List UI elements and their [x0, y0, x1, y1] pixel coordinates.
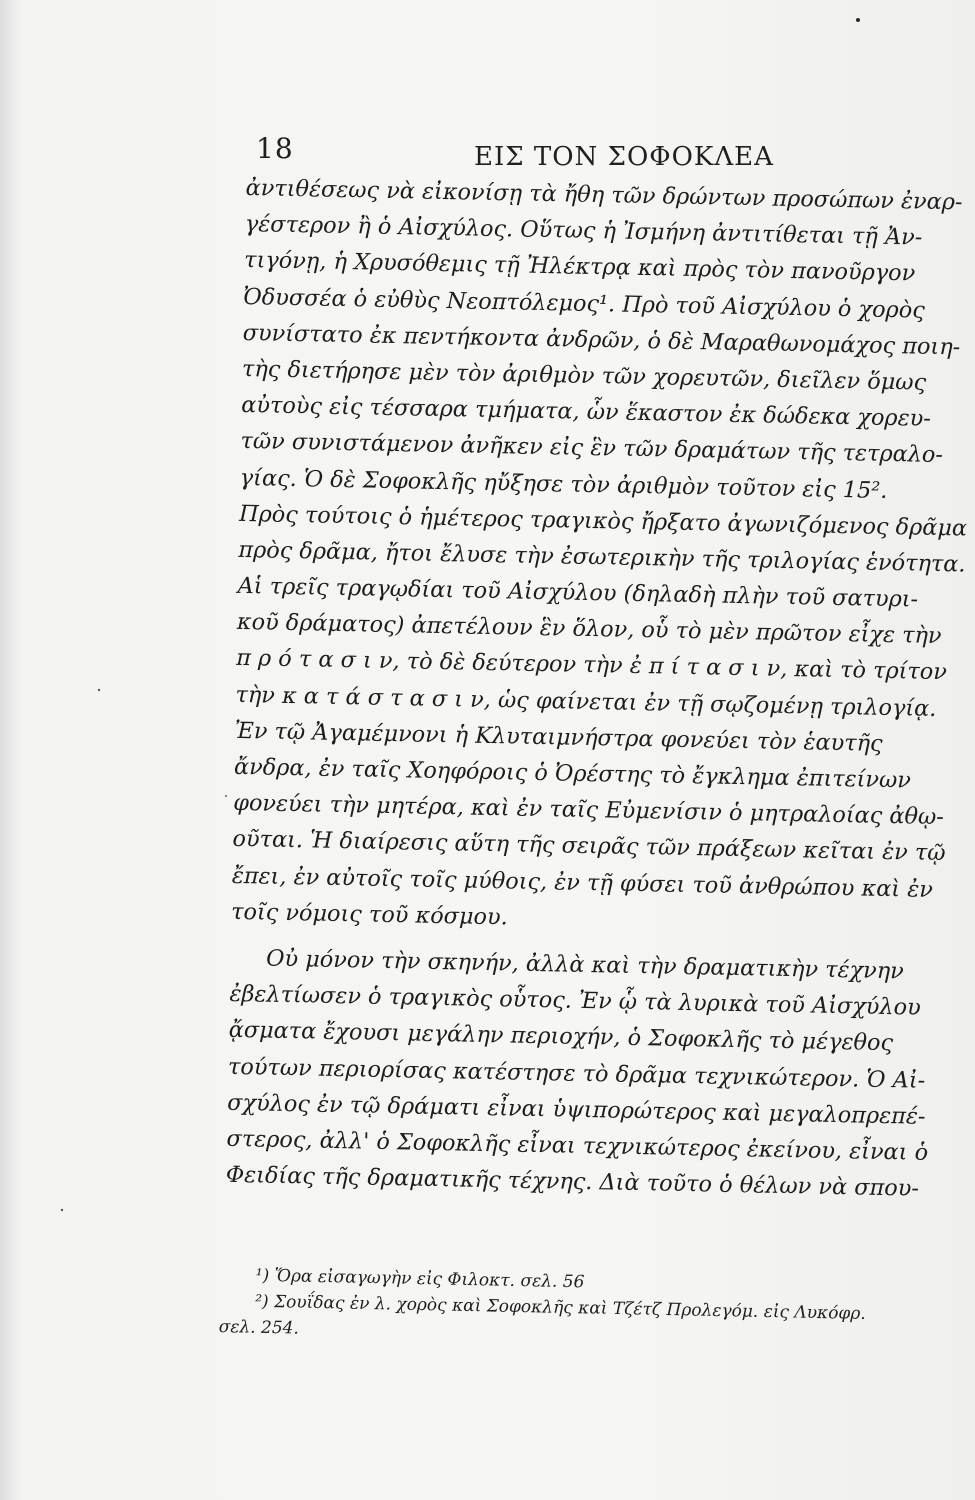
text-line: Πρὸς τούτοις ὁ ἡμέτερος τραγικὸς ἤρξατο ἀγωνιζόμενος δρᾶμα	[238, 500, 968, 542]
paragraph-first-line: Οὐ μόνον τὴν σκηνήν, ἀλλὰ καὶ τὴν δραματικὴν τέχνην	[265, 945, 905, 985]
footnotes	[218, 1262, 919, 1354]
text-line: κοῦ δράματος) ἀπετέλουν ἓν ὅλον, οὗ τὸ μὲν πρῶτον εἶχε τὴν	[236, 609, 942, 650]
text-line: τοῖς νόμοις τοῦ κόσμου.	[230, 898, 508, 931]
text-line: τιγόνῃ, ἡ Χρυσόθεμις τῇ Ἠλέκτρᾳ καὶ πρὸς τὸν πανοῦργον	[243, 247, 916, 287]
text-line: π ρ ό τ α σ ι ν, τὸ δὲ δεύτερον τὴν ἐ π ί τ α σ ι ν, καὶ τὸ τρίτον	[235, 645, 948, 686]
speck	[61, 1209, 63, 1211]
text-line: ἀντιθέσεως νὰ εἰκονίσῃ τὰ ἤθη τῶν δρώντων προσώπων ἐναρ-	[245, 174, 963, 216]
text-line: οῦται. Ἡ διαίρεσις αὕτη τῆς σειρᾶς τῶν πράξεων κεῖται ἐν τῷ	[232, 826, 946, 867]
text-line: ἔπει, ἐν αὐτοῖς τοῖς μύθοις, ἐν τῇ φύσει τοῦ ἀνθρώπου καὶ ἐν	[231, 862, 934, 903]
text-line: γέστερον ἢ ὁ Αἰσχύλος. Οὕτως ἡ Ἰσμήνη ἀντιτίθεται τῇ Ἀν-	[244, 211, 923, 251]
text-line: Ὀδυσσέα ὁ εὐθὺς Νεοπτόλεμος¹. Πρὸ τοῦ Αἰσχύλου ὁ χορὸς	[243, 283, 926, 324]
text-line: τὴς διετήρησε μὲν τὸν ἀριθμὸν τῶν χορευτῶν, διεῖλεν ὅμως	[241, 355, 927, 396]
text-line: φονεύει τὴν μητέρα, καὶ ἐν ταῖς Εὐμενίσιν ὁ μητραλοίας ἀθῳ-	[233, 790, 945, 831]
text-line: αὐτοὺς εἰς τέσσαρα τμήματα, ὧν ἕκαστον ἐκ δώδεκα χορευ-	[241, 392, 932, 432]
speck	[98, 689, 100, 691]
speck	[225, 795, 227, 797]
speck	[856, 18, 860, 22]
text-line: ἄνδρα, ἐν ταῖς Χοηφόροις ὁ Ὀρέστης τὸ ἔγκλημα ἐπιτείνων	[233, 753, 912, 794]
page-header	[0, 120, 975, 170]
text-line: Φειδίας τῆς δραματικῆς τέχνης. Διὰ τοῦτο ὁ θέλων νὰ σπου-	[225, 1161, 920, 1202]
text-line: ᾄσματα ἔχουσι μεγάλην περιοχήν, ὁ Σοφοκλῆς τὸ μέγεθος	[228, 1017, 894, 1057]
text-line: γίας. Ὁ δὲ Σοφοκλῆς ηὔξησε τὸν ἀριθμὸν τοῦτον εἰς 15².	[239, 464, 888, 504]
page-number: 18	[256, 132, 294, 165]
text-line: σχύλος ἐν τῷ δράματι εἶναι ὑψιπορώτερος καὶ μεγαλοπρεπέ-	[227, 1089, 926, 1130]
text-line: πρὸς δρᾶμα, ἤτοι ἔλυσε τὴν ἐσωτερικὴν τῆς τριλογίας ἑνότητα.	[238, 536, 966, 578]
text-line: Αἱ τρεῖς τραγῳδίαι τοῦ Αἰσχύλου (δηλαδὴ πλὴν τοῦ σατυρι-	[237, 572, 919, 613]
footnote-2: ²) Σουΐδας ἐν λ. χορὸς καὶ Σοφοκλῆς καὶ Τζέτζ Προλεγόμ. εἰς Λυκόφρ.	[255, 1291, 866, 1324]
text-line: στερος, ἀλλ' ὁ Σοφοκλῆς εἶναι τεχνικώτερος ἐκείνου, εἶναι ὁ	[226, 1125, 929, 1166]
main-text	[225, 170, 968, 1207]
running-title: ΕΙΣ ΤΟΝ ΣΟΦΟΚΛΕΑ	[474, 142, 774, 172]
text-line: ἐβελτίωσεν ὁ τραγικὸς οὗτος. Ἐν ᾧ τὰ λυρικὰ τοῦ Αἰσχύλου	[229, 980, 921, 1021]
text-line: τούτων περιορίσας κατέστησε τὸ δρᾶμα τεχνικώτερον. Ὁ Αἰ-	[227, 1053, 926, 1094]
text-line: Ἐν τῷ Ἀγαμέμνονι ἡ Κλυταιμνήστρα φονεύει τὸν ἑαυτῆς	[234, 717, 883, 757]
footnote-1: ¹) Ὅρα εἰσαγωγὴν εἰς Φιλοκτ. σελ. 56	[255, 1265, 585, 1293]
text-line: τὴν κ α τ ά σ τ α σ ι ν, ὡς φαίνεται ἐν τῇ σῳζομένῃ τριλογίᾳ.	[235, 681, 937, 722]
footnote-2-continuation: σελ. 254.	[218, 1316, 300, 1339]
text-line: συνίστατο ἐκ πεντήκοντα ἀνδρῶν, ὁ δὲ Μαραθωνομάχος ποιη-	[242, 319, 961, 361]
text-line: τῶν συνιστάμενον ἀνῆκεν εἰς ἓν τῶν δραμάτων τῆς τετραλο-	[240, 428, 944, 469]
